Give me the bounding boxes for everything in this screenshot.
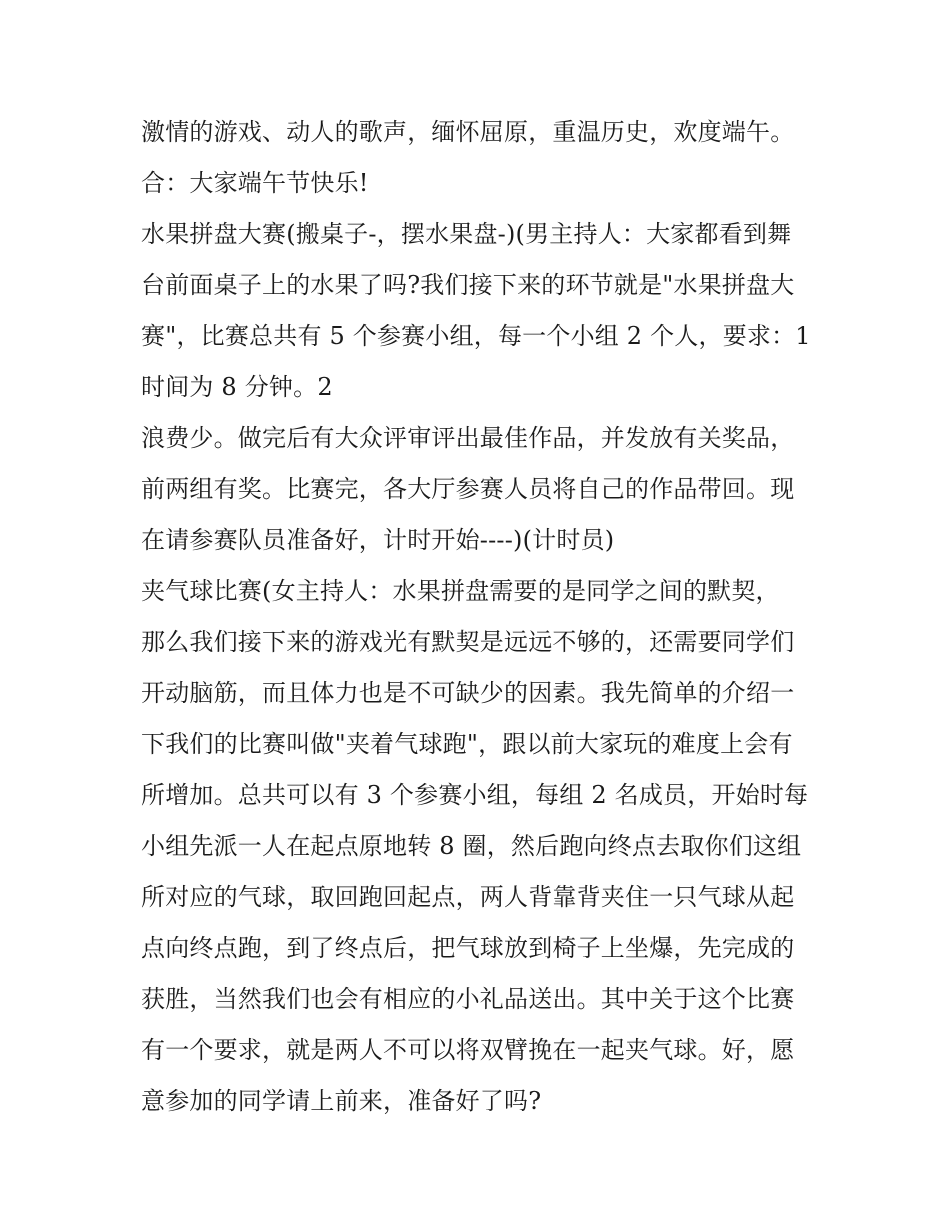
text-line: 浪费少。做完后有大众评审评出最佳作品，并发放有关奖品，: [141, 424, 795, 452]
text-line: 在请参赛队员准备好，计时开始----)(计时员): [141, 526, 615, 554]
text-line: 激情的游戏、动人的歌声，缅怀屈原，重温历史，欢度端午。: [141, 118, 795, 146]
text-line: 有一个要求，就是两人不可以将双臂挽在一起夹气球。好，愿: [141, 1036, 795, 1064]
text-line: 获胜，当然我们也会有相应的小礼品送出。其中关于这个比赛: [141, 985, 795, 1013]
text-line: 时间为 8 分钟。2: [141, 373, 333, 401]
text-line: 水果拼盘大赛(搬桌子-，摆水果盘-)(男主持人：大家都看到舞: [141, 220, 792, 248]
text-line: 意参加的同学请上前来，准备好了吗?: [141, 1087, 542, 1115]
text-line: 那么我们接下来的游戏光有默契是远远不够的，还需要同学们: [141, 628, 795, 656]
text-line: 前两组有奖。比赛完，各大厅参赛人员将自己的作品带回。现: [141, 475, 795, 503]
text-line: 下我们的比赛叫做"夹着气球跑"，跟以前大家玩的难度上会有: [141, 730, 793, 758]
text-line: 台前面桌子上的水果了吗?我们接下来的环节就是"水果拼盘大: [141, 271, 795, 299]
text-line: 合：大家端午节快乐!: [141, 169, 369, 197]
text-line: 夹气球比赛(女主持人：水果拼盘需要的是同学之间的默契，: [141, 577, 780, 605]
text-line: 小组先派一人在起点原地转 8 圈，然后跑向终点去取你们这组: [141, 832, 802, 860]
text-line: 所增加。总共可以有 3 个参赛小组，每组 2 名成员，开始时每: [141, 781, 809, 809]
text-line: 赛"，比赛总共有 5 个参赛小组，每一个小组 2 个人，要求：1: [141, 322, 811, 350]
text-line: 点向终点跑，到了终点后，把气球放到椅子上坐爆，先完成的: [141, 934, 795, 962]
document-body: [141, 107, 821, 1127]
text-line: 开动脑筋，而且体力也是不可缺少的因素。我先简单的介绍一: [141, 679, 795, 707]
text-line: 所对应的气球，取回跑回起点，两人背靠背夹住一只气球从起: [141, 883, 795, 911]
